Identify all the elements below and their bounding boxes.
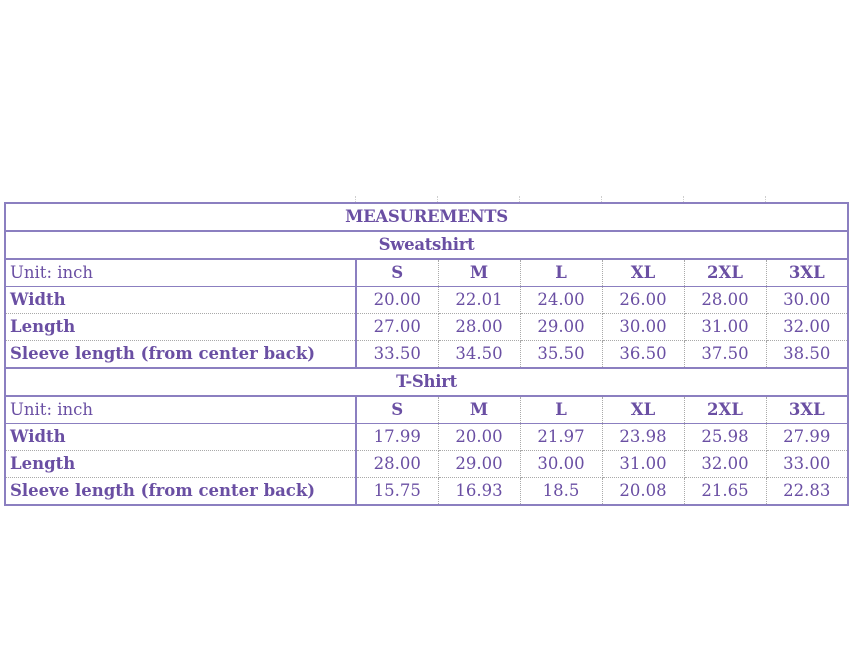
table-cell: 30.00: [520, 451, 602, 478]
table-cell: 33.00: [766, 451, 848, 478]
unit-label: Unit: inch: [5, 259, 356, 287]
table-cell: 20.08: [602, 478, 684, 506]
table-cell: 26.00: [602, 287, 684, 314]
size-header: S: [356, 396, 438, 424]
size-header: M: [438, 259, 520, 287]
table-row: [5, 478, 848, 506]
table-cell: 20.00: [438, 424, 520, 451]
size-header: M: [438, 396, 520, 424]
size-header: S: [356, 259, 438, 287]
table-cell: 23.98: [602, 424, 684, 451]
table-cell: 32.00: [766, 314, 848, 341]
row-label: Length: [5, 314, 356, 341]
size-header: 3XL: [766, 396, 848, 424]
table-row: [5, 287, 848, 314]
table-cell: 37.50: [684, 341, 766, 369]
table-cell: 29.00: [438, 451, 520, 478]
section-row-tshirt: [5, 368, 848, 396]
table-cell: 16.93: [438, 478, 520, 506]
table-cell: 28.00: [356, 451, 438, 478]
table-cell: 17.99: [356, 424, 438, 451]
header-row: [5, 396, 848, 424]
table-cell: 24.00: [520, 287, 602, 314]
size-header: 2XL: [684, 396, 766, 424]
table-cell: 15.75: [356, 478, 438, 506]
table-cell: 27.00: [356, 314, 438, 341]
table-cell: 22.83: [766, 478, 848, 506]
table-cell: 32.00: [684, 451, 766, 478]
unit-label: Unit: inch: [5, 396, 356, 424]
measurements-table: [4, 202, 849, 506]
table-cell: 31.00: [602, 451, 684, 478]
table-cell: 35.50: [520, 341, 602, 369]
table-cell: 33.50: [356, 341, 438, 369]
table-cell: 27.99: [766, 424, 848, 451]
size-header: L: [520, 259, 602, 287]
size-header: 3XL: [766, 259, 848, 287]
table-row: [5, 424, 848, 451]
table-cell: 25.98: [684, 424, 766, 451]
table-cell: 29.00: [520, 314, 602, 341]
row-label: Length: [5, 451, 356, 478]
table-row: [5, 314, 848, 341]
table-row: [5, 341, 848, 369]
table-cell: 21.97: [520, 424, 602, 451]
size-header: XL: [602, 259, 684, 287]
table-cell: 30.00: [602, 314, 684, 341]
row-label: Sleeve length (from center back): [5, 478, 356, 506]
table-cell: 31.00: [684, 314, 766, 341]
section-title-sweatshirt: Sweatshirt: [5, 231, 848, 259]
table-cell: 38.50: [766, 341, 848, 369]
table-cell: 22.01: [438, 287, 520, 314]
table-cell: 30.00: [766, 287, 848, 314]
row-label: Sleeve length (from center back): [5, 341, 356, 369]
table-row: [5, 451, 848, 478]
size-header: XL: [602, 396, 684, 424]
title-row: [5, 203, 848, 231]
section-row-sweatshirt: [5, 231, 848, 259]
size-header: 2XL: [684, 259, 766, 287]
header-row: [5, 259, 848, 287]
row-label: Width: [5, 287, 356, 314]
table-cell: 21.65: [684, 478, 766, 506]
table-cell: 20.00: [356, 287, 438, 314]
section-title-tshirt: T-Shirt: [5, 368, 848, 396]
table-cell: 36.50: [602, 341, 684, 369]
table-cell: 28.00: [438, 314, 520, 341]
row-label: Width: [5, 424, 356, 451]
table-cell: 18.5: [520, 478, 602, 506]
table-title: MEASUREMENTS: [5, 203, 848, 231]
size-header: L: [520, 396, 602, 424]
measurements-sheet: [4, 202, 847, 506]
table-cell: 28.00: [684, 287, 766, 314]
table-cell: 34.50: [438, 341, 520, 369]
